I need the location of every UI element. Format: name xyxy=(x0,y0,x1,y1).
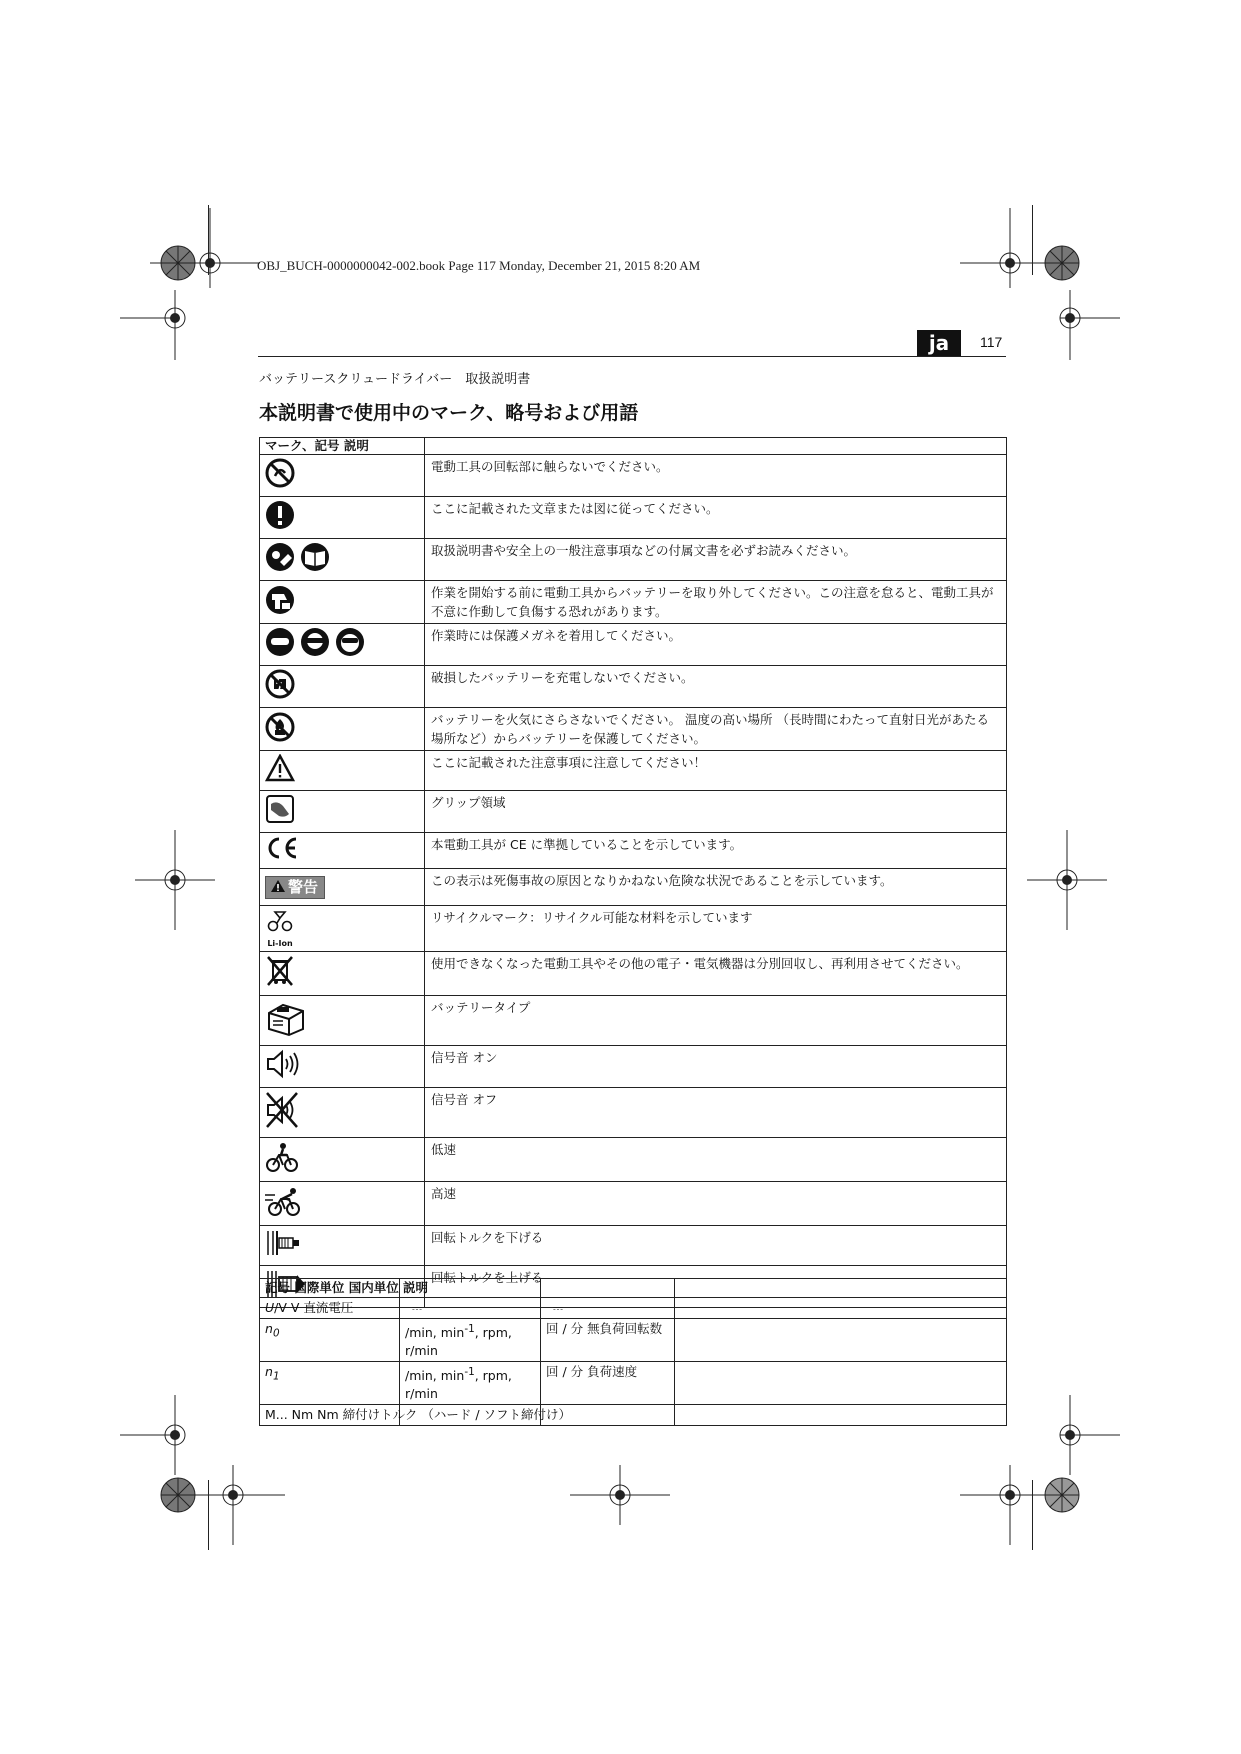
table-row xyxy=(260,1319,1007,1362)
table-row xyxy=(260,906,1007,952)
grip-area-icon xyxy=(265,794,295,829)
registration-mark-right-top xyxy=(1040,290,1120,370)
torque-down-icon xyxy=(265,1229,303,1262)
table-row xyxy=(260,833,1007,869)
language-tab: ja xyxy=(917,330,961,356)
symbols-table-header: マーク、記号 説明 xyxy=(260,438,425,455)
symbol-description: 破損したバッテリーを充電しないでください。 xyxy=(425,666,1007,708)
symbol-description: 信号音 オフ xyxy=(425,1088,1007,1138)
mandatory-exclamation-icon xyxy=(265,500,295,535)
crop-line-top-right xyxy=(1032,205,1033,275)
remove-battery-icon xyxy=(265,585,295,620)
recycle-li-ion-icon xyxy=(265,909,295,948)
registration-mark-left-middle xyxy=(135,830,215,930)
li-ion-label: Li-Ion xyxy=(267,939,293,948)
warning-label-text: 警告 xyxy=(288,877,319,896)
registration-mark-bottom-right xyxy=(960,1465,1050,1545)
units-table-header-row xyxy=(260,1279,1007,1298)
symbol-description: 取扱説明書や安全上の一般注意事項などの付属文書を必ずお読みください。 xyxy=(425,539,1007,581)
table-row xyxy=(260,952,1007,996)
symbol-description: ここに記載された文章または図に従ってください。 xyxy=(425,497,1007,539)
unit-symbol-torque: M... Nm Nm 締付けトルク （ハード / ソフト締付け） xyxy=(260,1405,400,1426)
registration-mark-left-top xyxy=(120,290,230,370)
crossed-bin-icon xyxy=(265,955,295,992)
table-row xyxy=(260,497,1007,539)
table-row xyxy=(260,791,1007,833)
unit-domestic-n0: 回 / 分 無負荷回転数 xyxy=(541,1319,675,1362)
symbol-description: 低速 xyxy=(425,1138,1007,1182)
no-touch-rotating-icon xyxy=(265,458,295,493)
no-charge-damaged-battery-icon xyxy=(265,669,295,704)
battery-pack-icon xyxy=(265,999,307,1042)
speaker-off-icon xyxy=(265,1091,301,1134)
table-row xyxy=(260,1046,1007,1088)
registration-mark-left-bottom xyxy=(120,1395,230,1475)
symbol-description: 本電動工具が CE に準拠していることを示しています。 xyxy=(425,833,1007,869)
units-table xyxy=(259,1278,1007,1426)
symbol-description: グリップ領域 xyxy=(425,791,1007,833)
unit-international-n0: /min, $\min^{-1}$, rpm, r/min xyxy=(400,1319,541,1362)
table-row xyxy=(260,539,1007,581)
table-row xyxy=(260,1088,1007,1138)
unit-dc-symbol-international: ⎓ xyxy=(400,1298,541,1319)
table-row xyxy=(260,708,1007,751)
registration-mark-right-middle xyxy=(1027,830,1107,930)
table-row xyxy=(260,869,1007,906)
symbol-description: バッテリータイプ xyxy=(425,996,1007,1046)
ce-mark-icon xyxy=(265,836,299,865)
unit-international-n1: /min, $\min^{-1}$, rpm, r/min xyxy=(400,1362,541,1405)
symbol-description: 電動工具の回転部に触らないでください。 xyxy=(425,455,1007,497)
table-row xyxy=(260,455,1007,497)
table-row xyxy=(260,666,1007,708)
page-number: 117 xyxy=(980,334,1003,350)
table-row xyxy=(260,1298,1007,1319)
table-row xyxy=(260,624,1007,666)
crop-line-top-left xyxy=(208,205,209,275)
warning-label-icon xyxy=(265,876,325,899)
read-manual-icon xyxy=(265,542,331,577)
crop-line-bottom-left xyxy=(208,1480,209,1550)
header-rule xyxy=(258,356,1006,357)
symbol-description: リサイクルマーク：リサイクル可能な材料を示しています xyxy=(425,906,1007,952)
crop-line-bottom-right xyxy=(1032,1480,1033,1550)
table-row xyxy=(260,1362,1007,1405)
unit-symbol-voltage: U/V V 直流電圧 xyxy=(260,1298,400,1319)
bicycle-slow-icon xyxy=(265,1141,299,1178)
table-row xyxy=(260,1182,1007,1226)
table-row xyxy=(260,751,1007,791)
table-row xyxy=(260,1226,1007,1266)
bicycle-fast-icon xyxy=(265,1185,303,1222)
no-fire-icon xyxy=(265,712,295,747)
table-row xyxy=(260,1138,1007,1182)
registration-mark-bottom-center xyxy=(570,1465,670,1545)
wear-goggles-icon xyxy=(265,627,365,662)
unit-domestic-n1: 回 / 分 負荷速度 xyxy=(541,1362,675,1405)
table-row xyxy=(260,1405,1007,1426)
document-subtitle: バッテリースクリュードライバー 取扱説明書 xyxy=(259,372,531,387)
symbol-description: バッテリーを火気にさらさないでください。 温度の高い場所 （長時間にわたって直射日光があたる場所など）からバッテリーを保護してください。 xyxy=(425,708,1007,751)
unit-symbol-n1: $n_1$ xyxy=(260,1362,400,1405)
table-row xyxy=(260,581,1007,624)
speaker-on-icon xyxy=(265,1049,301,1084)
symbol-description: 高速 xyxy=(425,1182,1007,1226)
registration-mark-right-bottom xyxy=(1040,1395,1120,1475)
symbol-description: 回転トルクを下げる xyxy=(425,1226,1007,1266)
symbol-description: ここに記載された注意事項に注意してください！ xyxy=(425,751,1007,791)
file-header: OBJ_BUCH-0000000042-002.book Page 117 Monday, December 21, 2015 8:20 AM xyxy=(257,258,701,273)
unit-symbol-n0: $n_0$ xyxy=(260,1319,400,1362)
symbol-description: 使用できなくなった電動工具やその他の電子・電気機器は分別回収し、再利用させてください。 xyxy=(425,952,1007,996)
symbol-description: 信号音 オン xyxy=(425,1046,1007,1088)
radial-mark-top-right xyxy=(1042,243,1082,283)
symbols-table-header-row xyxy=(260,438,1007,455)
symbol-description: 作業時には保護メガネを着用してください。 xyxy=(425,624,1007,666)
table-row xyxy=(260,996,1007,1046)
symbol-description: 回転トルクを上げる xyxy=(425,1266,1007,1308)
warning-triangle-icon xyxy=(265,754,295,787)
radial-mark-top-left xyxy=(158,243,198,283)
symbol-description: この表示は死傷事故の原因となりかねない危険な状況であることを示しています。 xyxy=(425,869,1007,906)
section-title: 本説明書で使用中のマーク、略号および用語 xyxy=(259,402,639,424)
symbol-description: 作業を開始する前に電動工具からバッテリーを取り外してください。この注意を怠ると、電動工具が不意に作動して負傷する恐れがあります。 xyxy=(425,581,1007,624)
symbols-table xyxy=(259,437,1007,1308)
units-table-header: 記号 国際単位 国内単位 説明 xyxy=(260,1279,400,1298)
unit-dc-symbol-domestic: ⎓ xyxy=(541,1298,675,1319)
radial-mark-bottom-left xyxy=(158,1475,198,1515)
